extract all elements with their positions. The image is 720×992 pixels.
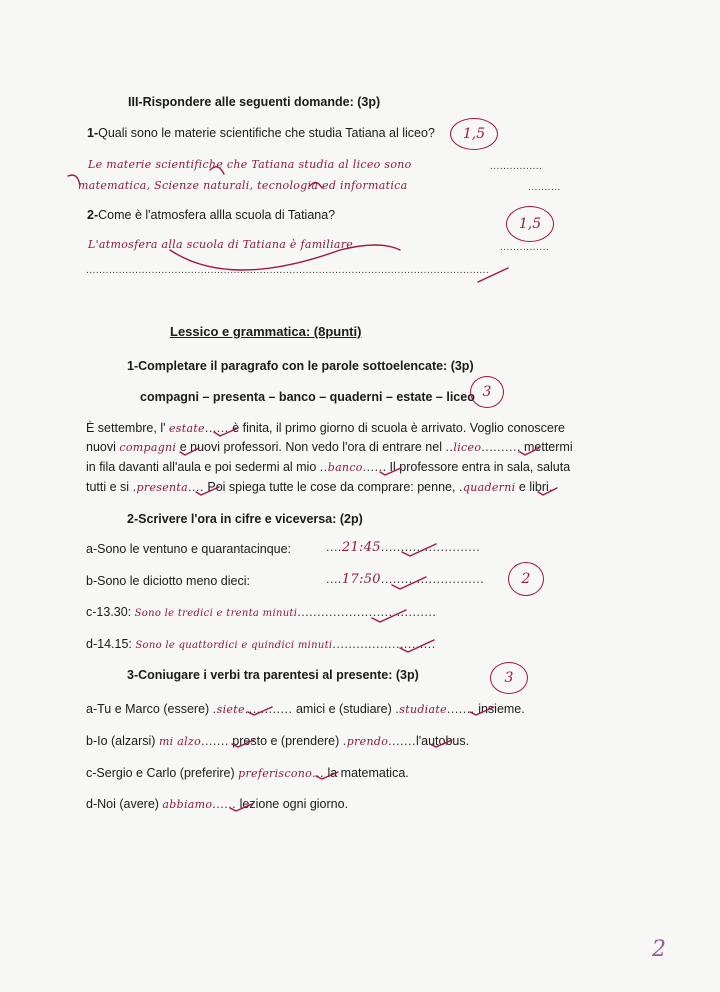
- item-text: l'autobus.: [415, 734, 470, 748]
- paragraph-text: È settembre, l': [86, 421, 166, 435]
- item-text: la matematica.: [327, 766, 409, 780]
- filled-blank: prendo: [346, 735, 389, 748]
- score-circle: 1,5: [450, 118, 498, 150]
- question-2: [87, 207, 335, 223]
- item-text: insieme.: [478, 702, 525, 716]
- item-label: c-Sergio e Carlo (preferire): [86, 766, 235, 780]
- filled-blank: preferiscono: [238, 767, 313, 780]
- question-1: [87, 125, 435, 141]
- item-text: lezione ogni giorno.: [239, 797, 349, 811]
- time-item-a: [86, 541, 291, 557]
- dotted-line: ...............: [500, 242, 550, 253]
- paragraph-text: Poi spiega tutte le cose da comprare: penne,: [207, 480, 456, 494]
- score-circle: 3: [490, 662, 528, 694]
- answer-line: ....21:45.........................: [326, 540, 481, 555]
- filled-blank: quaderni: [462, 481, 516, 494]
- handwritten-answer: Le materie scientifiche che Tatiana studia al liceo sono: [88, 158, 412, 171]
- filled-blank: liceo: [453, 441, 482, 454]
- item-text: presto e (prendere): [232, 734, 340, 748]
- filled-blank: compagni: [119, 441, 177, 454]
- word-bank: compagni – presenta – banco – quaderni – estate – liceo: [140, 390, 475, 404]
- item-label: a-Sono le ventuno e quarantacinque:: [86, 542, 292, 556]
- filled-blank: Sono le quattordici e quindici minuti: [135, 640, 333, 651]
- dotted-line: ................: [490, 161, 543, 172]
- filled-blank: 21:45: [341, 540, 381, 555]
- paragraph-text: nuovi: [86, 440, 116, 454]
- answer-line: ....17:50..........................: [326, 572, 485, 587]
- paragraph-text: e libri.: [518, 480, 553, 494]
- filled-blank: estate: [168, 422, 205, 435]
- paragraph-text: . Il professore entra in sala, saluta: [382, 460, 571, 474]
- item-label: d-Noi (avere): [86, 797, 159, 811]
- section-heading: III-Rispondere alle seguenti domande: (3p): [128, 95, 381, 109]
- paragraph-text: in fila davanti all'aula e poi sedermi al mio: [86, 460, 317, 474]
- paragraph-line: tutti e si .presenta.... Poi spiega tutte le cose da comprare: penne, .quaderni e libri.: [86, 480, 553, 494]
- filled-blank: Sono le tredici e trenta minuti: [134, 608, 298, 619]
- filled-blank: 17:50: [341, 572, 381, 587]
- filled-blank: banco: [327, 461, 363, 474]
- verb-item-c: c-Sergio e Carlo (preferire) preferiscono... la matematica.: [86, 766, 409, 780]
- question-text: Come è l'atmosfera allla scuola di Tatiana?: [98, 208, 336, 222]
- item-label: d-14.15:: [86, 637, 132, 651]
- dotted-line: ...........................................................................................................................: [86, 265, 490, 276]
- exercise-heading: 1-Completare il paragrafo con le parole sottoelencate: (3p): [127, 359, 474, 373]
- item-label: b-Io (alzarsi): [86, 734, 156, 748]
- paragraph-line: È settembre, l' estate...... è finita, il primo giorno di scuola è arrivato. Voglio conoscere: [86, 421, 565, 435]
- filled-blank: abbiamo: [162, 798, 213, 811]
- filled-blank: siete: [216, 703, 245, 716]
- paragraph-line: in fila davanti all'aula e poi sedermi al mio ..banco...... Il professore entra in sala, saluta: [86, 460, 571, 474]
- verb-item-a: a-Tu e Marco (essere) .siete............ amici e (studiare) .studiate....... insieme.: [86, 702, 525, 716]
- paragraph-text: tutti e si: [86, 480, 130, 494]
- handwritten-answer: L'atmosfera alla scuola di Tatiana è familiare: [88, 238, 354, 251]
- question-number: 2-: [87, 208, 99, 222]
- exercise-heading: 2-Scrivere l'ora in cifre e viceversa: (2p): [127, 512, 363, 526]
- paragraph-text: è finita, il primo giorno di scuola è arrivato. Voglio conoscere: [232, 421, 565, 435]
- paragraph-text: e nuovi professori. Non vedo l'ora di entrare nel: [179, 440, 442, 454]
- exercise-heading: 3-Coniugare i verbi tra parentesi al presente: (3p): [127, 668, 419, 682]
- score-circle: 1,5: [506, 206, 554, 242]
- verb-item-b: b-Io (alzarsi) mi alzo....... presto e (prendere) .prendo.......l'autobus.: [86, 734, 470, 748]
- question-number: 1-: [87, 126, 99, 140]
- filled-blank: mi alzo: [158, 735, 201, 748]
- score-circle: 3: [470, 376, 504, 408]
- section-heading: Lessico e grammatica: (8punti): [170, 324, 362, 339]
- page-number: 2: [652, 937, 667, 962]
- handwritten-answer: matematica, Scienze naturali, tecnologia ed informatica: [78, 179, 408, 192]
- question-text: Quali sono le materie scientifiche che studia Tatiana al liceo?: [98, 126, 435, 140]
- verb-item-d: d-Noi (avere) abbiamo...... lezione ogni giorno.: [86, 797, 349, 811]
- dotted-line: ..........: [528, 182, 561, 193]
- filled-blank: presenta: [136, 481, 188, 494]
- paragraph-line: nuovi compagni e nuovi professori. Non vedo l'ora di entrare nel ..liceo........., mettermi: [86, 440, 573, 454]
- item-label: b-Sono le diciotto meno dieci:: [86, 574, 250, 588]
- filled-blank: studiate: [399, 703, 447, 716]
- time-item-d: d-14.15: Sono le quattordici e quindici minuti..........................: [86, 637, 436, 651]
- score-circle: 2: [508, 562, 544, 596]
- item-label: a-Tu e Marco (essere): [86, 702, 210, 716]
- paragraph-text: , mettermi: [517, 440, 573, 454]
- item-label: c-13.30:: [86, 605, 132, 619]
- time-item-c: c-13.30: Sono le tredici e trenta minuti...................................: [86, 605, 437, 619]
- item-text: amici e (studiare): [295, 702, 392, 716]
- time-item-b: [86, 573, 250, 589]
